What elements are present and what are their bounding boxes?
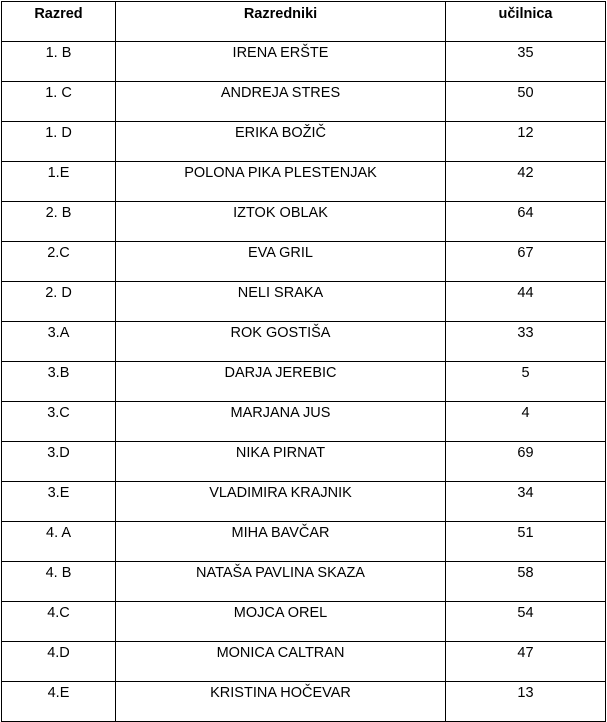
cell-class: 4.E bbox=[2, 682, 116, 722]
cell-classroom: 58 bbox=[446, 562, 606, 602]
class-teachers-table bbox=[1, 1, 606, 722]
cell-class: 3.E bbox=[2, 482, 116, 522]
cell-classroom: 12 bbox=[446, 122, 606, 162]
header-class: Razred bbox=[2, 2, 116, 42]
table-header-row bbox=[2, 2, 606, 42]
cell-classroom: 69 bbox=[446, 442, 606, 482]
cell-class: 2. B bbox=[2, 202, 116, 242]
cell-classroom: 42 bbox=[446, 162, 606, 202]
cell-class: 1. D bbox=[2, 122, 116, 162]
cell-class-teacher: MIHA BAVČAR bbox=[116, 522, 446, 562]
cell-class: 2.C bbox=[2, 242, 116, 282]
table-row bbox=[2, 162, 606, 202]
table-row bbox=[2, 682, 606, 722]
cell-class-teacher: DARJA JEREBIC bbox=[116, 362, 446, 402]
table-row bbox=[2, 82, 606, 122]
cell-classroom: 13 bbox=[446, 682, 606, 722]
cell-class-teacher: IRENA ERŠTE bbox=[116, 42, 446, 82]
cell-class-teacher: KRISTINA HOČEVAR bbox=[116, 682, 446, 722]
cell-class-teacher: POLONA PIKA PLESTENJAK bbox=[116, 162, 446, 202]
cell-class: 3.D bbox=[2, 442, 116, 482]
cell-class-teacher: ROK GOSTIŠA bbox=[116, 322, 446, 362]
cell-class: 1. B bbox=[2, 42, 116, 82]
cell-class: 3.B bbox=[2, 362, 116, 402]
table-row bbox=[2, 242, 606, 282]
table-row bbox=[2, 642, 606, 682]
cell-classroom: 34 bbox=[446, 482, 606, 522]
table-body bbox=[2, 42, 606, 722]
cell-classroom: 54 bbox=[446, 602, 606, 642]
table-row bbox=[2, 522, 606, 562]
cell-class: 4.C bbox=[2, 602, 116, 642]
table-row bbox=[2, 562, 606, 602]
cell-class: 1. C bbox=[2, 82, 116, 122]
header-classroom: učilnica bbox=[446, 2, 606, 42]
cell-class: 3.A bbox=[2, 322, 116, 362]
cell-classroom: 44 bbox=[446, 282, 606, 322]
table-row bbox=[2, 122, 606, 162]
table-row bbox=[2, 482, 606, 522]
table-row bbox=[2, 282, 606, 322]
table-row bbox=[2, 362, 606, 402]
cell-class-teacher: MOJCA OREL bbox=[116, 602, 446, 642]
cell-class: 2. D bbox=[2, 282, 116, 322]
cell-classroom: 67 bbox=[446, 242, 606, 282]
cell-classroom: 64 bbox=[446, 202, 606, 242]
cell-class-teacher: EVA GRIL bbox=[116, 242, 446, 282]
table-row bbox=[2, 402, 606, 442]
cell-class: 1.E bbox=[2, 162, 116, 202]
cell-classroom: 5 bbox=[446, 362, 606, 402]
cell-classroom: 4 bbox=[446, 402, 606, 442]
cell-class-teacher: ERIKA BOŽIČ bbox=[116, 122, 446, 162]
table-row bbox=[2, 602, 606, 642]
cell-class-teacher: ANDREJA STRES bbox=[116, 82, 446, 122]
cell-class: 4.D bbox=[2, 642, 116, 682]
cell-classroom: 47 bbox=[446, 642, 606, 682]
cell-class-teacher: MARJANA JUS bbox=[116, 402, 446, 442]
cell-class-teacher: MONICA CALTRAN bbox=[116, 642, 446, 682]
cell-class: 4. A bbox=[2, 522, 116, 562]
cell-class-teacher: VLADIMIRA KRAJNIK bbox=[116, 482, 446, 522]
cell-class-teacher: NELI SRAKA bbox=[116, 282, 446, 322]
header-class-teacher: Razredniki bbox=[116, 2, 446, 42]
cell-class: 4. B bbox=[2, 562, 116, 602]
cell-class-teacher: NIKA PIRNAT bbox=[116, 442, 446, 482]
cell-classroom: 50 bbox=[446, 82, 606, 122]
cell-classroom: 35 bbox=[446, 42, 606, 82]
cell-class-teacher: IZTOK OBLAK bbox=[116, 202, 446, 242]
cell-class: 3.C bbox=[2, 402, 116, 442]
table-row bbox=[2, 42, 606, 82]
table-row bbox=[2, 202, 606, 242]
cell-classroom: 33 bbox=[446, 322, 606, 362]
cell-classroom: 51 bbox=[446, 522, 606, 562]
table-row bbox=[2, 322, 606, 362]
cell-class-teacher: NATAŠA PAVLINA SKAZA bbox=[116, 562, 446, 602]
table-row bbox=[2, 442, 606, 482]
